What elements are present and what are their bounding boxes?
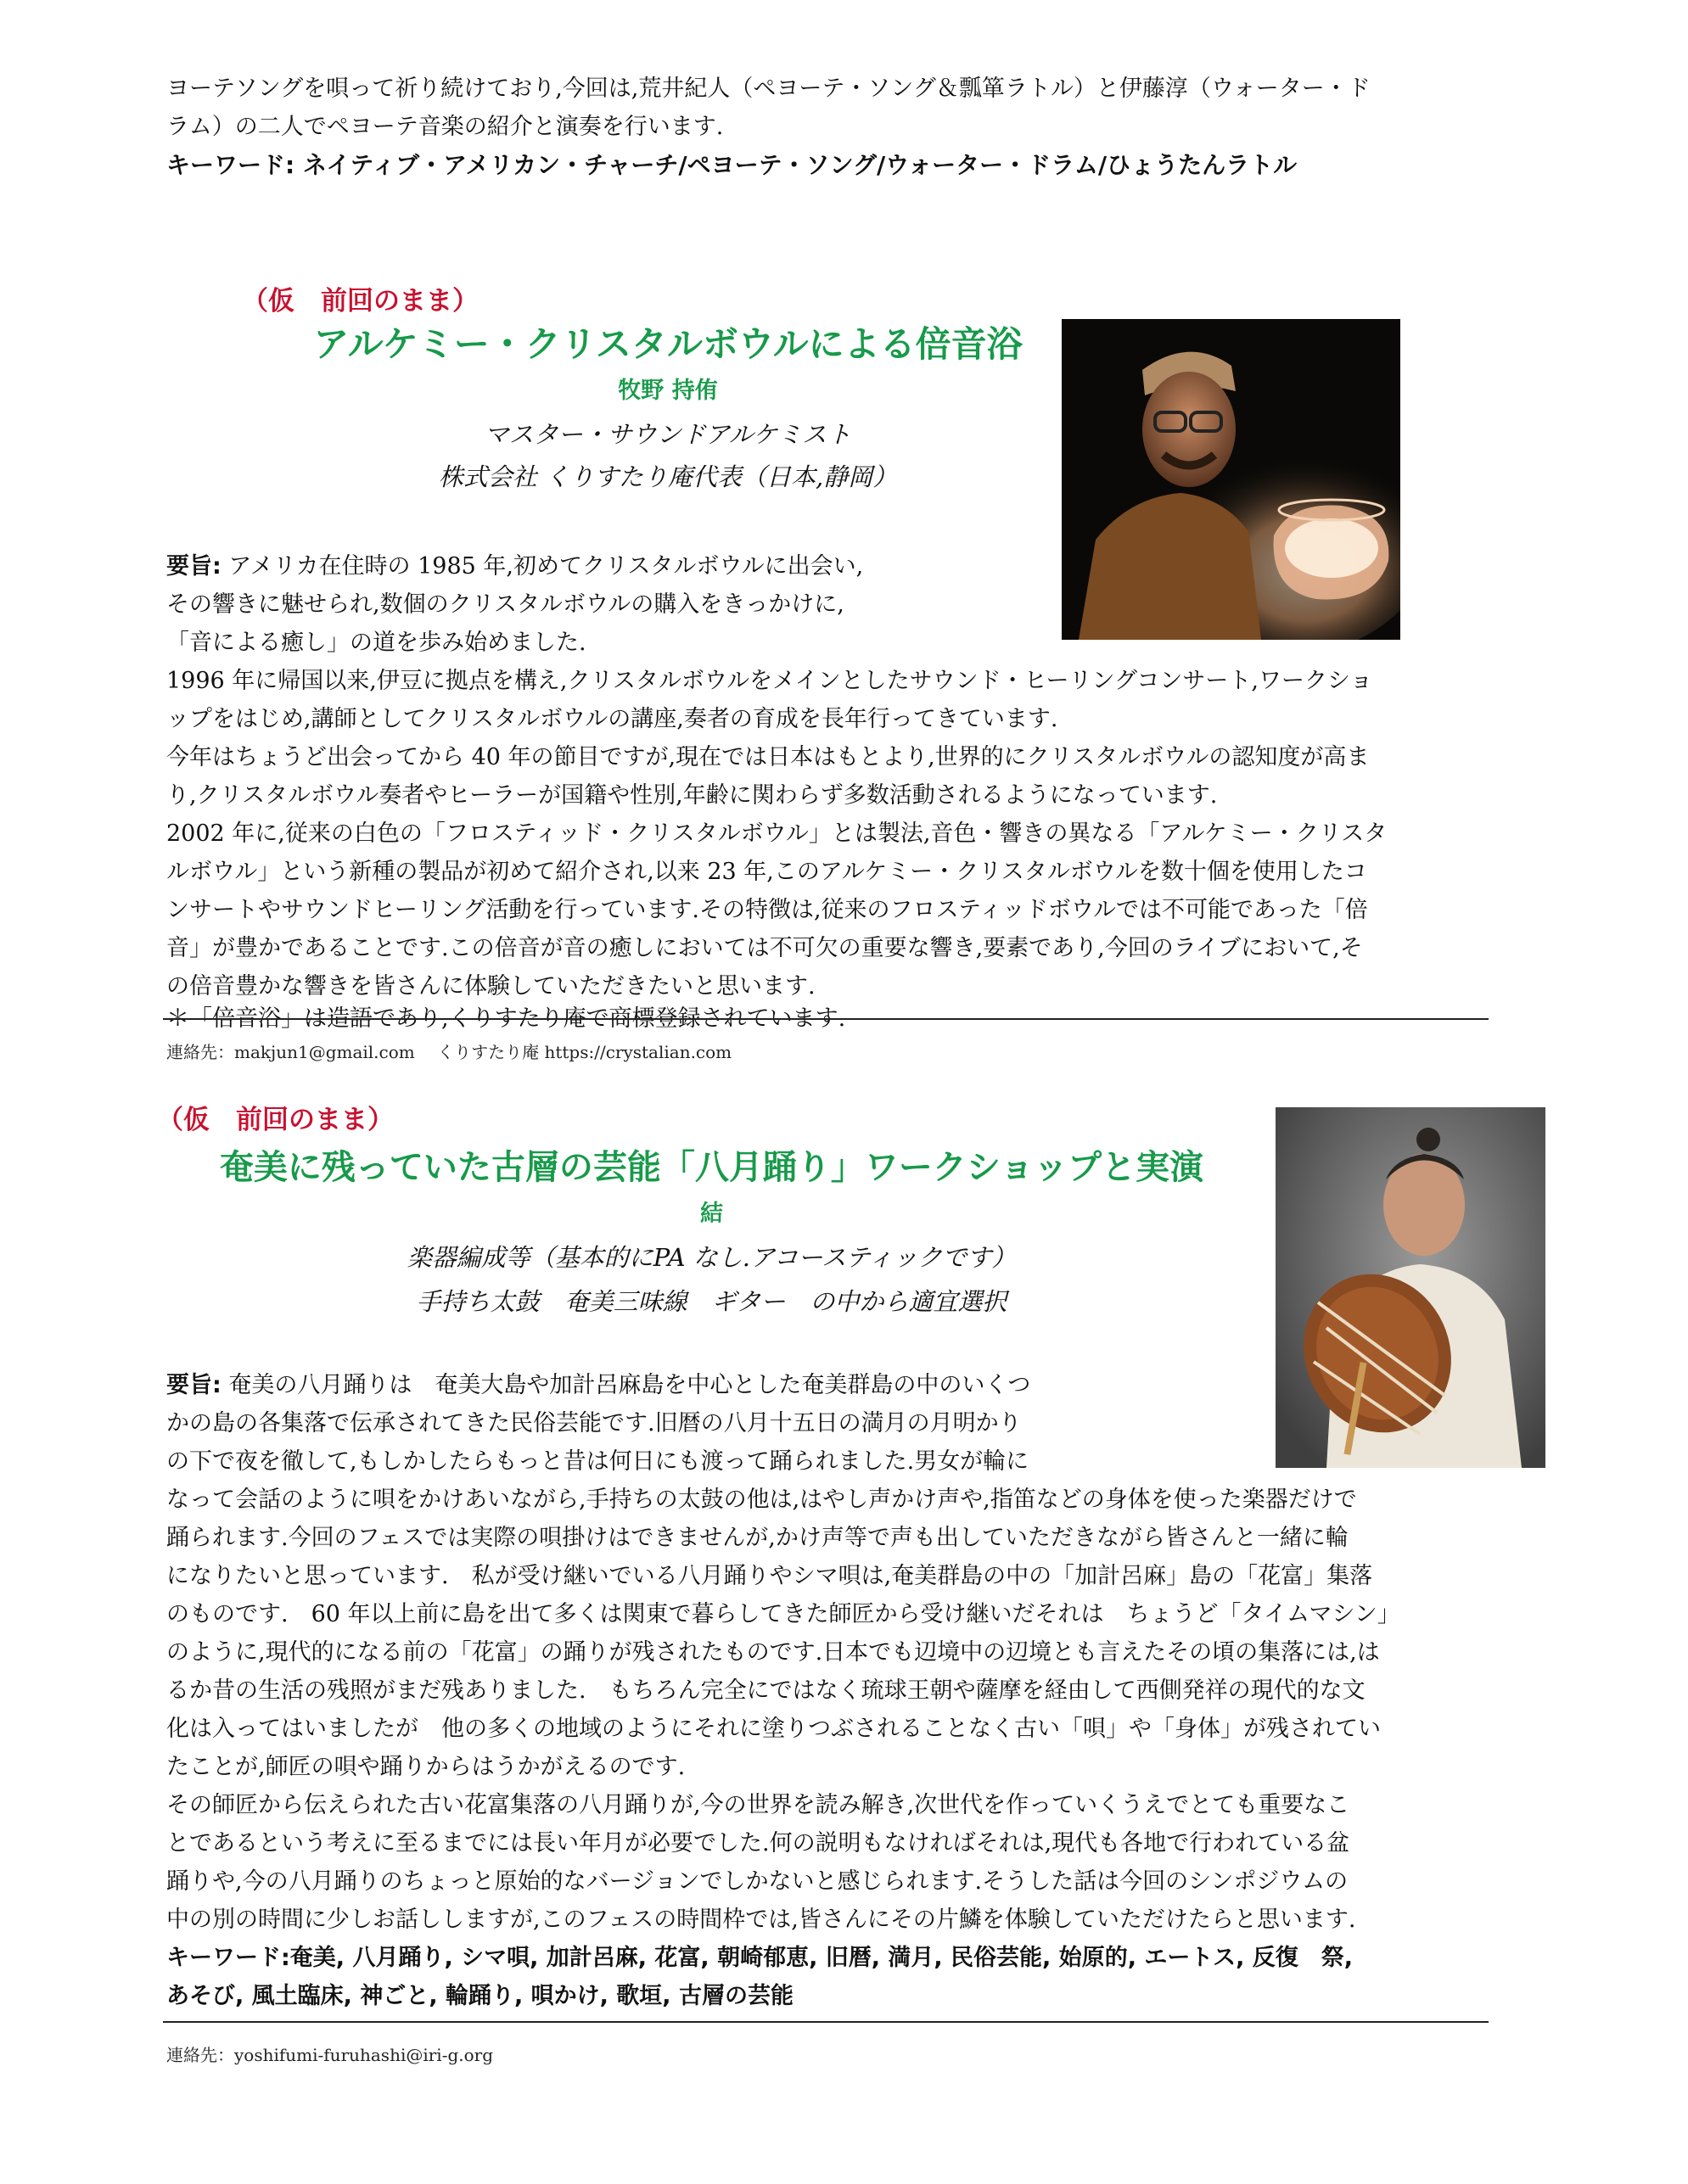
section2-presenter: 結 [700, 1201, 723, 1227]
section1-line-2: その響きに魅せられ,数個のクリスタルボウルの購入をきっかけに, [166, 591, 844, 618]
intro-keywords: キーワード: ネイティブ・アメリカン・チャーチ/ペヨーテ・ソング/ウォーター・ドラム/ひょうたんラトル [166, 151, 1298, 179]
section2-line-14: 踊りや,今の八月踊りのちょっと原始的なバージョンでしかないと感じられます.そうした話は今回のシンポジウムの [166, 1868, 1349, 1895]
section2-line-12: その師匠から伝えられた古い花富集落の八月踊りが,今の世界を読み解き,次世代を作っていくうえでとても重要なこ [166, 1792, 1350, 1818]
section2-line-8: のように,現代的になる前の「花富」の踊りが残されたものです.日本でも辺境中の辺境とも言えたその頃の集落には,は [166, 1639, 1380, 1666]
section1-summary-label: 要旨: [166, 553, 222, 580]
section2-line-9: るか昔の生活の残照がまだ残ありました. もちろん完全にではなく琉球王朝や薩摩を経由して西側発祥の現代的な文 [166, 1677, 1366, 1704]
section1-line-8: 2002 年に,従来の白色の「フロスティッド・クリスタルボウル」とは製法,音色・響きの異なる「アルケミー・クリスタ [166, 820, 1388, 847]
section1-status: （仮 前回のまま） [242, 286, 479, 316]
section2-instruments-1: 楽器編成等（基本的にPA なし.アコースティックです） [407, 1243, 1017, 1272]
section2-line-1-text: 奄美の八月踊りは 奄美大島や加計呂麻島を中心とした奄美群島の中のいくつ [228, 1372, 1031, 1398]
section2-line-11: たことが,師匠の唄や踊りからはうかがえるのです. [166, 1754, 686, 1780]
section2-contact: 連絡先：yoshifumi-furuhashi@iri-g.org [166, 2045, 494, 2065]
section2-instruments-2: 手持ち太鼓 奄美三味線 ギター の中から適宜選択 [416, 1287, 1007, 1316]
section2-keywords-2: あそび, 風土臨床, 神ごと, 輪踊り, 唄かけ, 歌垣, 古層の芸能 [166, 1983, 794, 2009]
section2-line-10: 化は入ってはいましたが 他の多くの地域のようにそれに塗りつぶされることなく古い「唄」や「身体」が残されてい [166, 1716, 1381, 1742]
section2-keywords-1: キーワード:奄美, 八月踊り, シマ唄, 加計呂麻, 花富, 朝崎郁恵, 旧暦, 満月, 民俗芸能, 始原的, エートス, 反復 祭, [166, 1945, 1354, 1971]
section2-line-15: 中の別の時間に少しお話ししますが,このフェスの時間枠では,皆さんにその片鱗を体験していただけたらと思います. [166, 1907, 1356, 1933]
section2-line-2: かの島の各集落で伝承されてきた民俗芸能です.旧暦の八月十五日の満月の月明かり [166, 1410, 1022, 1436]
section2-summary-label: 要旨: [166, 1372, 222, 1398]
section1-role: マスター・サウンドアルケミスト [484, 420, 852, 449]
section1-line-10: ンサートやサウンドヒーリング活動を行っています.その特徴は,従来のフロスティッドボウルでは不可能であった「倍 [166, 897, 1368, 923]
section1-line-13: ＊「倍音浴」は造語であり,くりすたり庵で商標登録されています. [166, 1005, 846, 1032]
section1-line-12: の倍音豊かな響きを皆さんに体験していただきたいと思います. [166, 973, 816, 1000]
section1-divider [163, 1018, 1489, 1020]
section2-title: 奄美に残っていた古層の芸能「八月踊り」ワークショップと実演 [219, 1148, 1204, 1187]
section2-line-4: なって会話のように唄をかけあいながら,手持ちの太鼓の他は,はやし声かけ声や,指笛などの身体を使った楽器だけで [166, 1487, 1357, 1513]
section2-divider [163, 2021, 1489, 2023]
section1-line-3: 「音による癒し」の道を歩み始めました. [166, 630, 586, 656]
section2-line-13: とであるという考えに至るまでには長い年月が必要でした.何の説明もなければそれは,現代も各地で行われている盆 [166, 1830, 1350, 1856]
section1-title: アルケミー・クリスタルボウルによる倍音浴 [313, 323, 1023, 365]
section1-line-6: 今年はちょうど出会ってから 40 年の節目ですが,現在では日本はもとより,世界的にクリスタルボウルの認知度が高ま [166, 744, 1370, 770]
intro-line-1: ヨーテソングを唄って祈り続けており,今回は,荒井紀人（ペヨーテ・ソング＆瓢箪ラトル）と伊藤淳（ウォーター・ド [166, 76, 1371, 102]
section1-line-1-text: アメリカ在住時の 1985 年,初めてクリスタルボウルに出会い, [228, 553, 864, 580]
section2-line-7: のものです. 60 年以上前に島を出て多くは関東で暮らしてきた師匠から受け継いだそれは ちょうど「タイムマシン」 [166, 1601, 1400, 1627]
section2-status: （仮 前回のまま） [157, 1105, 394, 1135]
section1-line-7: り,クリスタルボウル奏者やヒーラーが国籍や性別,年齢に関わらず多数活動されるようになっています. [166, 782, 1218, 809]
section1-affiliation: 株式会社 くりすたり庵代表（日本,静岡） [438, 462, 898, 491]
section2-line-1 [166, 1366, 1516, 1404]
section2-line-5: 踊られます.今回のフェスでは実際の唄掛けはできませんが,かけ声等で声も出していただきながら皆さんと一緒に輪 [166, 1525, 1349, 1551]
section1-line-9: ルボウル」という新種の製品が初めて紹介され,以来 23 年,このアルケミー・クリスタルボウルを数十個を使用したコ [166, 859, 1367, 885]
section2-line-6: になりたいと思っています. 私が受け継いでいる八月踊りやシマ唄は,奄美群島の中の「加計呂麻」島の「花富」集落 [166, 1563, 1373, 1589]
section1-line-11: 音」が豊かであることです.この倍音が音の癒しにおいては不可欠の重要な響き,要素であり,今回のライブにおいて,そ [166, 935, 1363, 961]
section1-contact: 連絡先：makjun1@gmail.com くりすたり庵 https://crystalian.com [166, 1042, 732, 1062]
section1-presenter: 牧野 持侑 [618, 378, 718, 404]
section1-line-1 [166, 547, 1516, 585]
intro-line-2: ラム）の二人でペヨーテ音楽の紹介と演奏を行います. [166, 114, 724, 140]
section2-line-3: の下で夜を徹して,もしかしたらもっと昔は何日にも渡って踊られました.男女が輪に [166, 1448, 1029, 1475]
section1-line-4: 1996 年に帰国以来,伊豆に拠点を構え,クリスタルボウルをメインとしたサウンド・ヒーリングコンサート,ワークショ [166, 668, 1373, 694]
section1-line-5: ップをはじめ,講師としてクリスタルボウルの講座,奏者の育成を長年行ってきています. [166, 706, 1058, 732]
